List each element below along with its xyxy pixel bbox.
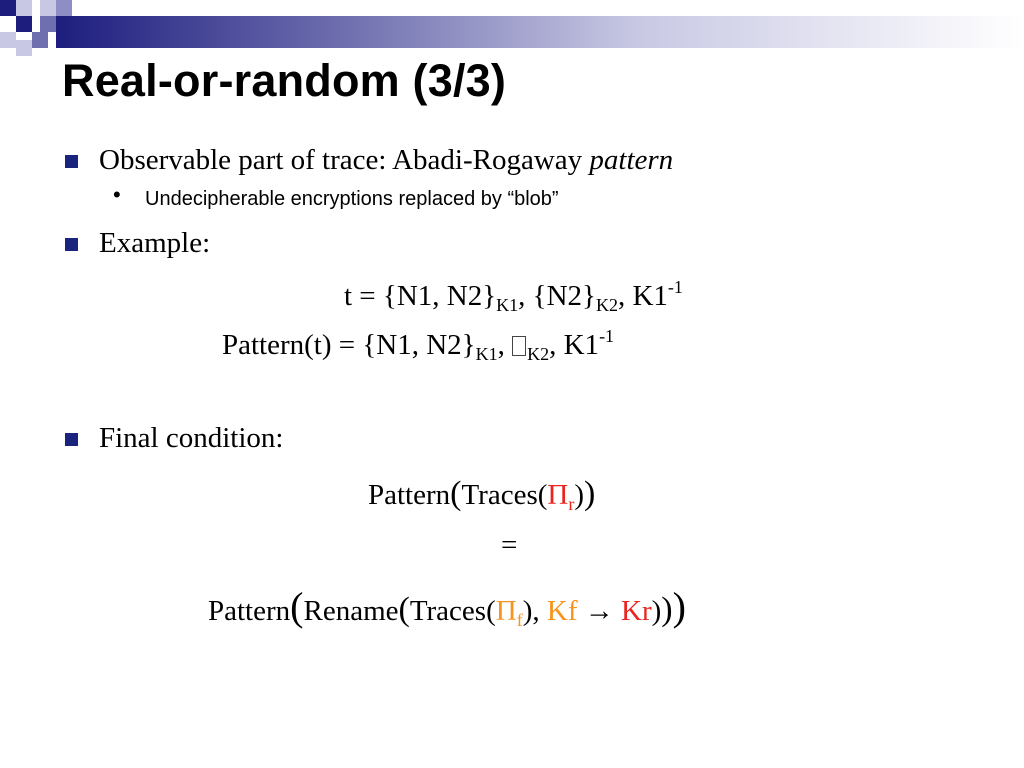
bullet-example: Example: bbox=[99, 227, 211, 259]
arrow-icon: → bbox=[584, 595, 614, 627]
formula-superscript: -1 bbox=[667, 277, 683, 297]
formula-text: Kf bbox=[546, 595, 578, 627]
formula-text: {N1, N2} bbox=[382, 280, 497, 312]
paren: ( bbox=[537, 479, 548, 511]
paren: ) bbox=[522, 595, 533, 627]
formula-text bbox=[614, 595, 621, 627]
bullet-text: Observable part of trace: Abadi-Rogaway bbox=[99, 144, 590, 176]
bullet-square-icon bbox=[65, 433, 78, 446]
bullet-final-condition: Final condition: bbox=[99, 422, 284, 454]
formula-text: Traces bbox=[409, 595, 487, 627]
deco-square bbox=[0, 32, 16, 48]
formula-t bbox=[344, 278, 683, 314]
bullet-observable bbox=[99, 146, 673, 175]
paren: ( bbox=[290, 584, 304, 629]
formula-text: Kr bbox=[621, 595, 652, 627]
formula-text: Pattern(t) = bbox=[222, 329, 363, 361]
paren: ( bbox=[486, 595, 496, 627]
deco-square bbox=[56, 0, 72, 16]
formula-text: , bbox=[518, 280, 533, 312]
formula-text: , bbox=[532, 595, 547, 627]
formula-subscript: K2 bbox=[595, 295, 618, 315]
formula-text: Traces bbox=[461, 479, 538, 511]
pi-symbol: Π bbox=[547, 479, 569, 511]
formula-subscript: r bbox=[568, 494, 575, 514]
formula-subscript: f bbox=[516, 610, 523, 630]
sub-bullet-text: Undecipherable encryptions replaced by “blob” bbox=[145, 188, 559, 210]
deco-square bbox=[40, 0, 56, 16]
condition-line-1 bbox=[368, 477, 595, 513]
formula-subscript: K1 bbox=[475, 344, 498, 364]
deco-square bbox=[0, 0, 16, 16]
bullet-emphasis: pattern bbox=[589, 144, 674, 176]
formula-text: , bbox=[617, 280, 633, 312]
formula-text: , bbox=[549, 329, 564, 361]
paren: ) bbox=[584, 475, 596, 512]
formula-text: Pattern bbox=[208, 595, 291, 627]
paren: ) bbox=[651, 595, 662, 627]
paren: ) bbox=[672, 584, 686, 629]
formula-text: K1 bbox=[563, 329, 600, 361]
formula-subscript: K2 bbox=[527, 344, 550, 364]
paren: ( bbox=[450, 475, 462, 512]
deco-square bbox=[32, 32, 48, 48]
formula-text: {N1, N2} bbox=[362, 329, 476, 361]
deco-square bbox=[16, 40, 32, 56]
bullet-square-icon bbox=[65, 155, 78, 168]
formula-superscript: -1 bbox=[599, 326, 615, 346]
deco-square bbox=[16, 16, 32, 32]
paren: ( bbox=[398, 591, 410, 628]
formula-pattern bbox=[222, 327, 614, 363]
paren: ) bbox=[661, 591, 673, 628]
formula-text: K1 bbox=[632, 280, 668, 312]
slide-title: Real-or-random (3/3) bbox=[62, 55, 507, 106]
condition-line-3 bbox=[208, 584, 686, 630]
formula-text: Rename bbox=[303, 595, 399, 627]
header-gradient-band bbox=[56, 16, 1024, 48]
formula-text: t = bbox=[344, 280, 383, 312]
sub-bullet-dot-icon: • bbox=[113, 182, 121, 207]
condition-equals: = bbox=[501, 529, 518, 561]
blob-icon bbox=[512, 336, 526, 356]
formula-subscript: K1 bbox=[496, 295, 519, 315]
formula-text: {N2} bbox=[532, 280, 596, 312]
formula-text: , bbox=[497, 329, 513, 361]
formula-text bbox=[578, 595, 585, 627]
formula-text: Pattern bbox=[368, 479, 451, 511]
deco-square bbox=[16, 0, 32, 16]
deco-square bbox=[40, 16, 56, 32]
paren: ) bbox=[574, 479, 585, 511]
pi-symbol: Π bbox=[495, 595, 517, 627]
bullet-square-icon bbox=[65, 238, 78, 251]
